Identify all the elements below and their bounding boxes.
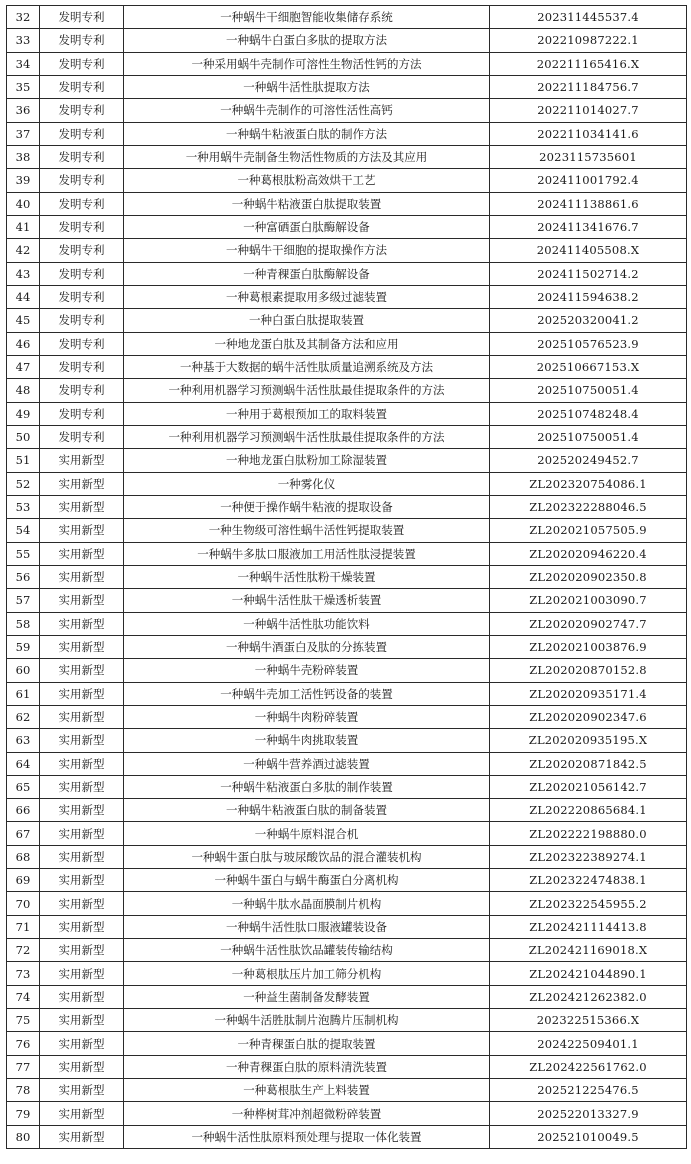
patent-table	[6, 5, 687, 1149]
patent-number-cell: 202322515366.X	[490, 1009, 687, 1032]
patent-name-cell: 一种葛根肽生产上料装置	[124, 1079, 490, 1102]
table-row	[7, 892, 687, 915]
row-number-cell: 63	[7, 729, 40, 752]
row-number-cell: 34	[7, 52, 40, 75]
patent-number-cell: ZL202322545955.2	[490, 892, 687, 915]
patent-name-cell: 一种用蜗牛壳制备生物活性物质的方法及其应用	[124, 145, 490, 168]
patent-name-cell: 一种生物级可溶性蜗牛活性钙提取装置	[124, 519, 490, 542]
patent-number-cell: 202211184756.7	[490, 75, 687, 98]
table-row	[7, 379, 687, 402]
patent-number-cell: 202411594638.2	[490, 285, 687, 308]
patent-type-cell: 实用新型	[40, 1009, 124, 1032]
table-row	[7, 145, 687, 168]
table-row	[7, 192, 687, 215]
patent-name-cell: 一种蜗牛壳加工活性钙设备的装置	[124, 682, 490, 705]
patent-number-cell: ZL202422561762.0	[490, 1055, 687, 1078]
patent-type-cell: 实用新型	[40, 729, 124, 752]
table-row	[7, 589, 687, 612]
table-row	[7, 962, 687, 985]
patent-number-cell: ZL202021056142.7	[490, 775, 687, 798]
row-number-cell: 65	[7, 775, 40, 798]
patent-type-cell: 实用新型	[40, 939, 124, 962]
row-number-cell: 74	[7, 985, 40, 1008]
patent-number-cell: ZL202021003090.7	[490, 589, 687, 612]
patent-name-cell: 一种青稞蛋白肽的提取装置	[124, 1032, 490, 1055]
patent-table-body	[7, 6, 687, 1149]
patent-number-cell: ZL202021057505.9	[490, 519, 687, 542]
patent-name-cell: 一种蜗牛肉挑取装置	[124, 729, 490, 752]
row-number-cell: 48	[7, 379, 40, 402]
patent-number-cell: 202522013327.9	[490, 1102, 687, 1125]
patent-name-cell: 一种蜗牛活性肽功能饮料	[124, 612, 490, 635]
row-number-cell: 71	[7, 915, 40, 938]
patent-number-cell: ZL202020946220.4	[490, 542, 687, 565]
patent-number-cell: 202521010049.5	[490, 1125, 687, 1148]
patent-type-cell: 实用新型	[40, 682, 124, 705]
patent-number-cell: ZL202322288046.5	[490, 495, 687, 518]
row-number-cell: 73	[7, 962, 40, 985]
patent-type-cell: 实用新型	[40, 1079, 124, 1102]
patent-number-cell: ZL202020902350.8	[490, 565, 687, 588]
patent-number-cell: 202510576523.9	[490, 332, 687, 355]
row-number-cell: 68	[7, 845, 40, 868]
patent-type-cell: 发明专利	[40, 285, 124, 308]
patent-type-cell: 实用新型	[40, 845, 124, 868]
patent-type-cell: 发明专利	[40, 309, 124, 332]
table-row	[7, 472, 687, 495]
table-row	[7, 635, 687, 658]
patent-type-cell: 发明专利	[40, 169, 124, 192]
patent-type-cell: 实用新型	[40, 799, 124, 822]
row-number-cell: 76	[7, 1032, 40, 1055]
row-number-cell: 32	[7, 6, 40, 29]
patent-name-cell: 一种蜗牛蛋白肽与玻尿酸饮品的混合灌装机构	[124, 845, 490, 868]
table-row	[7, 612, 687, 635]
patent-type-cell: 发明专利	[40, 122, 124, 145]
table-row	[7, 425, 687, 448]
patent-number-cell: 202411138861.6	[490, 192, 687, 215]
patent-number-cell: 202510667153.X	[490, 355, 687, 378]
table-row	[7, 6, 687, 29]
patent-number-cell: 202510750051.4	[490, 379, 687, 402]
table-row	[7, 869, 687, 892]
table-row	[7, 729, 687, 752]
patent-type-cell: 实用新型	[40, 822, 124, 845]
patent-number-cell: ZL202021003876.9	[490, 635, 687, 658]
patent-name-cell: 一种蜗牛活性肽提取方法	[124, 75, 490, 98]
table-row	[7, 565, 687, 588]
patent-type-cell: 实用新型	[40, 1102, 124, 1125]
patent-type-cell: 实用新型	[40, 915, 124, 938]
patent-number-cell: ZL202320754086.1	[490, 472, 687, 495]
patent-number-cell: ZL202421044890.1	[490, 962, 687, 985]
patent-number-cell: ZL202222198880.0	[490, 822, 687, 845]
patent-type-cell: 发明专利	[40, 425, 124, 448]
patent-number-cell: ZL202421114413.8	[490, 915, 687, 938]
patent-name-cell: 一种便于操作蜗牛粘液的提取设备	[124, 495, 490, 518]
patent-number-cell: ZL202322389274.1	[490, 845, 687, 868]
patent-name-cell: 一种葛根素提取用多级过滤装置	[124, 285, 490, 308]
table-row	[7, 1055, 687, 1078]
patent-name-cell: 一种蜗牛多肽口服液加工用活性肽浸提装置	[124, 542, 490, 565]
patent-number-cell: 202510748248.4	[490, 402, 687, 425]
table-row	[7, 332, 687, 355]
table-row	[7, 309, 687, 332]
row-number-cell: 55	[7, 542, 40, 565]
patent-number-cell: ZL202020935195.X	[490, 729, 687, 752]
table-row	[7, 705, 687, 728]
patent-number-cell: 2023115735601	[490, 145, 687, 168]
patent-name-cell: 一种蜗牛白蛋白多肽的提取方法	[124, 29, 490, 52]
patent-name-cell: 一种利用机器学习预测蜗牛活性肽最佳提取条件的方法	[124, 379, 490, 402]
patent-name-cell: 一种葛根肽粉高效烘干工艺	[124, 169, 490, 192]
table-row	[7, 519, 687, 542]
row-number-cell: 49	[7, 402, 40, 425]
table-row	[7, 985, 687, 1008]
row-number-cell: 42	[7, 239, 40, 262]
patent-number-cell: 202210987222.1	[490, 29, 687, 52]
table-row	[7, 402, 687, 425]
patent-name-cell: 一种白蛋白肽提取装置	[124, 309, 490, 332]
table-row	[7, 215, 687, 238]
patent-name-cell: 一种利用机器学习预测蜗牛活性肽最佳提取条件的方法	[124, 425, 490, 448]
patent-name-cell: 一种桦树茸冲剂超微粉碎装置	[124, 1102, 490, 1125]
patent-number-cell: 202211165416.X	[490, 52, 687, 75]
patent-type-cell: 实用新型	[40, 985, 124, 1008]
patent-type-cell: 实用新型	[40, 1055, 124, 1078]
patent-name-cell: 一种蜗牛肽水晶面膜制片机构	[124, 892, 490, 915]
row-number-cell: 39	[7, 169, 40, 192]
row-number-cell: 38	[7, 145, 40, 168]
patent-type-cell: 发明专利	[40, 402, 124, 425]
row-number-cell: 43	[7, 262, 40, 285]
patent-type-cell: 实用新型	[40, 869, 124, 892]
patent-name-cell: 一种蜗牛活性肽干燥透析装置	[124, 589, 490, 612]
patent-type-cell: 实用新型	[40, 892, 124, 915]
table-row	[7, 495, 687, 518]
table-row	[7, 659, 687, 682]
patent-number-cell: ZL202020902347.6	[490, 705, 687, 728]
row-number-cell: 41	[7, 215, 40, 238]
patent-type-cell: 发明专利	[40, 355, 124, 378]
patent-number-cell: ZL202220865684.1	[490, 799, 687, 822]
patent-number-cell: 202521225476.5	[490, 1079, 687, 1102]
row-number-cell: 78	[7, 1079, 40, 1102]
patent-name-cell: 一种葛根肽压片加工筛分机构	[124, 962, 490, 985]
row-number-cell: 79	[7, 1102, 40, 1125]
row-number-cell: 57	[7, 589, 40, 612]
row-number-cell: 53	[7, 495, 40, 518]
patent-name-cell: 一种基于大数据的蜗牛活性肽质量追溯系统及方法	[124, 355, 490, 378]
row-number-cell: 59	[7, 635, 40, 658]
patent-type-cell: 实用新型	[40, 1125, 124, 1148]
patent-number-cell: 202411341676.7	[490, 215, 687, 238]
row-number-cell: 37	[7, 122, 40, 145]
patent-number-cell: 202411502714.2	[490, 262, 687, 285]
patent-number-cell: 202520320041.2	[490, 309, 687, 332]
row-number-cell: 66	[7, 799, 40, 822]
patent-number-cell: ZL202020902747.7	[490, 612, 687, 635]
patent-name-cell: 一种蜗牛肉粉碎装置	[124, 705, 490, 728]
patent-name-cell: 一种用于葛根预加工的取料装置	[124, 402, 490, 425]
row-number-cell: 80	[7, 1125, 40, 1148]
patent-name-cell: 一种益生菌制备发酵装置	[124, 985, 490, 1008]
patent-type-cell: 实用新型	[40, 612, 124, 635]
table-row	[7, 775, 687, 798]
table-row	[7, 122, 687, 145]
patent-number-cell: 202211034141.6	[490, 122, 687, 145]
row-number-cell: 36	[7, 99, 40, 122]
row-number-cell: 44	[7, 285, 40, 308]
patent-number-cell: ZL202020871842.5	[490, 752, 687, 775]
patent-type-cell: 发明专利	[40, 29, 124, 52]
table-row	[7, 1009, 687, 1032]
patent-type-cell: 发明专利	[40, 145, 124, 168]
row-number-cell: 69	[7, 869, 40, 892]
patent-number-cell: ZL202020935171.4	[490, 682, 687, 705]
table-row	[7, 1079, 687, 1102]
patent-name-cell: 一种富硒蛋白肽酶解设备	[124, 215, 490, 238]
patent-name-cell: 一种蜗牛活性肽饮品罐装传输结构	[124, 939, 490, 962]
row-number-cell: 77	[7, 1055, 40, 1078]
row-number-cell: 64	[7, 752, 40, 775]
table-row	[7, 845, 687, 868]
row-number-cell: 33	[7, 29, 40, 52]
patent-name-cell: 一种蜗牛粘液蛋白肽的制备装置	[124, 799, 490, 822]
patent-name-cell: 一种蜗牛营养酒过滤装置	[124, 752, 490, 775]
patent-type-cell: 实用新型	[40, 589, 124, 612]
table-row	[7, 355, 687, 378]
patent-name-cell: 一种蜗牛干细胞智能收集储存系统	[124, 6, 490, 29]
patent-type-cell: 实用新型	[40, 635, 124, 658]
patent-number-cell: 202520249452.7	[490, 449, 687, 472]
table-row	[7, 99, 687, 122]
patent-number-cell: 202422509401.1	[490, 1032, 687, 1055]
patent-type-cell: 实用新型	[40, 565, 124, 588]
table-row	[7, 939, 687, 962]
row-number-cell: 67	[7, 822, 40, 845]
row-number-cell: 40	[7, 192, 40, 215]
table-row	[7, 239, 687, 262]
patent-name-cell: 一种地龙蛋白肽粉加工除湿装置	[124, 449, 490, 472]
patent-type-cell: 发明专利	[40, 99, 124, 122]
table-row	[7, 822, 687, 845]
patent-name-cell: 一种蜗牛粘液蛋白肽的制作方法	[124, 122, 490, 145]
patent-name-cell: 一种蜗牛蛋白与蜗牛酶蛋白分离机构	[124, 869, 490, 892]
patent-type-cell: 实用新型	[40, 962, 124, 985]
patent-type-cell: 发明专利	[40, 332, 124, 355]
patent-name-cell: 一种蜗牛活性肽原料预处理与提取一体化装置	[124, 1125, 490, 1148]
patent-number-cell: ZL202020870152.8	[490, 659, 687, 682]
patent-type-cell: 发明专利	[40, 215, 124, 238]
patent-name-cell: 一种青稞蛋白肽酶解设备	[124, 262, 490, 285]
patent-number-cell: 202411405508.X	[490, 239, 687, 262]
table-row	[7, 542, 687, 565]
patent-type-cell: 实用新型	[40, 752, 124, 775]
patent-type-cell: 发明专利	[40, 52, 124, 75]
row-number-cell: 47	[7, 355, 40, 378]
patent-name-cell: 一种雾化仪	[124, 472, 490, 495]
table-row	[7, 169, 687, 192]
row-number-cell: 51	[7, 449, 40, 472]
patent-number-cell: ZL202421169018.X	[490, 939, 687, 962]
patent-name-cell: 一种蜗牛活性肽口服液罐装设备	[124, 915, 490, 938]
table-row	[7, 915, 687, 938]
patent-name-cell: 一种蜗牛酒蛋白及肽的分拣装置	[124, 635, 490, 658]
table-row	[7, 29, 687, 52]
patent-name-cell: 一种采用蜗牛壳制作可溶性生物活性钙的方法	[124, 52, 490, 75]
patent-type-cell: 发明专利	[40, 75, 124, 98]
row-number-cell: 75	[7, 1009, 40, 1032]
patent-type-cell: 实用新型	[40, 705, 124, 728]
patent-number-cell: 202211014027.7	[490, 99, 687, 122]
patent-type-cell: 实用新型	[40, 495, 124, 518]
row-number-cell: 50	[7, 425, 40, 448]
patent-name-cell: 一种蜗牛原料混合机	[124, 822, 490, 845]
patent-type-cell: 实用新型	[40, 449, 124, 472]
patent-name-cell: 一种蜗牛干细胞的提取操作方法	[124, 239, 490, 262]
patent-name-cell: 一种蜗牛粘液蛋白多肽的制作装置	[124, 775, 490, 798]
row-number-cell: 58	[7, 612, 40, 635]
row-number-cell: 61	[7, 682, 40, 705]
table-row	[7, 449, 687, 472]
patent-type-cell: 实用新型	[40, 659, 124, 682]
row-number-cell: 72	[7, 939, 40, 962]
row-number-cell: 52	[7, 472, 40, 495]
patent-name-cell: 一种蜗牛活胜肽制片泡腾片压制机构	[124, 1009, 490, 1032]
row-number-cell: 62	[7, 705, 40, 728]
patent-number-cell: 202311445537.4	[490, 6, 687, 29]
patent-type-cell: 实用新型	[40, 519, 124, 542]
patent-name-cell: 一种地龙蛋白肽及其制备方法和应用	[124, 332, 490, 355]
patent-type-cell: 发明专利	[40, 379, 124, 402]
table-row	[7, 1125, 687, 1148]
table-row	[7, 75, 687, 98]
row-number-cell: 54	[7, 519, 40, 542]
patent-type-cell: 实用新型	[40, 775, 124, 798]
patent-name-cell: 一种蜗牛壳粉碎装置	[124, 659, 490, 682]
table-row	[7, 799, 687, 822]
patent-type-cell: 实用新型	[40, 472, 124, 495]
row-number-cell: 35	[7, 75, 40, 98]
row-number-cell: 70	[7, 892, 40, 915]
table-row	[7, 285, 687, 308]
table-row	[7, 1032, 687, 1055]
patent-number-cell: ZL202421262382.0	[490, 985, 687, 1008]
table-row	[7, 682, 687, 705]
patent-number-cell: 202510750051.4	[490, 425, 687, 448]
patent-type-cell: 发明专利	[40, 262, 124, 285]
patent-type-cell: 发明专利	[40, 239, 124, 262]
table-row	[7, 1102, 687, 1125]
patent-number-cell: ZL202322474838.1	[490, 869, 687, 892]
row-number-cell: 60	[7, 659, 40, 682]
patent-type-cell: 实用新型	[40, 1032, 124, 1055]
patent-type-cell: 发明专利	[40, 192, 124, 215]
patent-name-cell: 一种蜗牛粘液蛋白肽提取装置	[124, 192, 490, 215]
patent-number-cell: 202411001792.4	[490, 169, 687, 192]
patent-name-cell: 一种蜗牛壳制作的可溶性活性高钙	[124, 99, 490, 122]
row-number-cell: 46	[7, 332, 40, 355]
row-number-cell: 56	[7, 565, 40, 588]
patent-type-cell: 发明专利	[40, 6, 124, 29]
row-number-cell: 45	[7, 309, 40, 332]
patent-type-cell: 实用新型	[40, 542, 124, 565]
table-row	[7, 52, 687, 75]
patent-name-cell: 一种蜗牛活性肽粉干燥装置	[124, 565, 490, 588]
patent-name-cell: 一种青稞蛋白肽的原料清洗装置	[124, 1055, 490, 1078]
table-row	[7, 262, 687, 285]
table-row	[7, 752, 687, 775]
